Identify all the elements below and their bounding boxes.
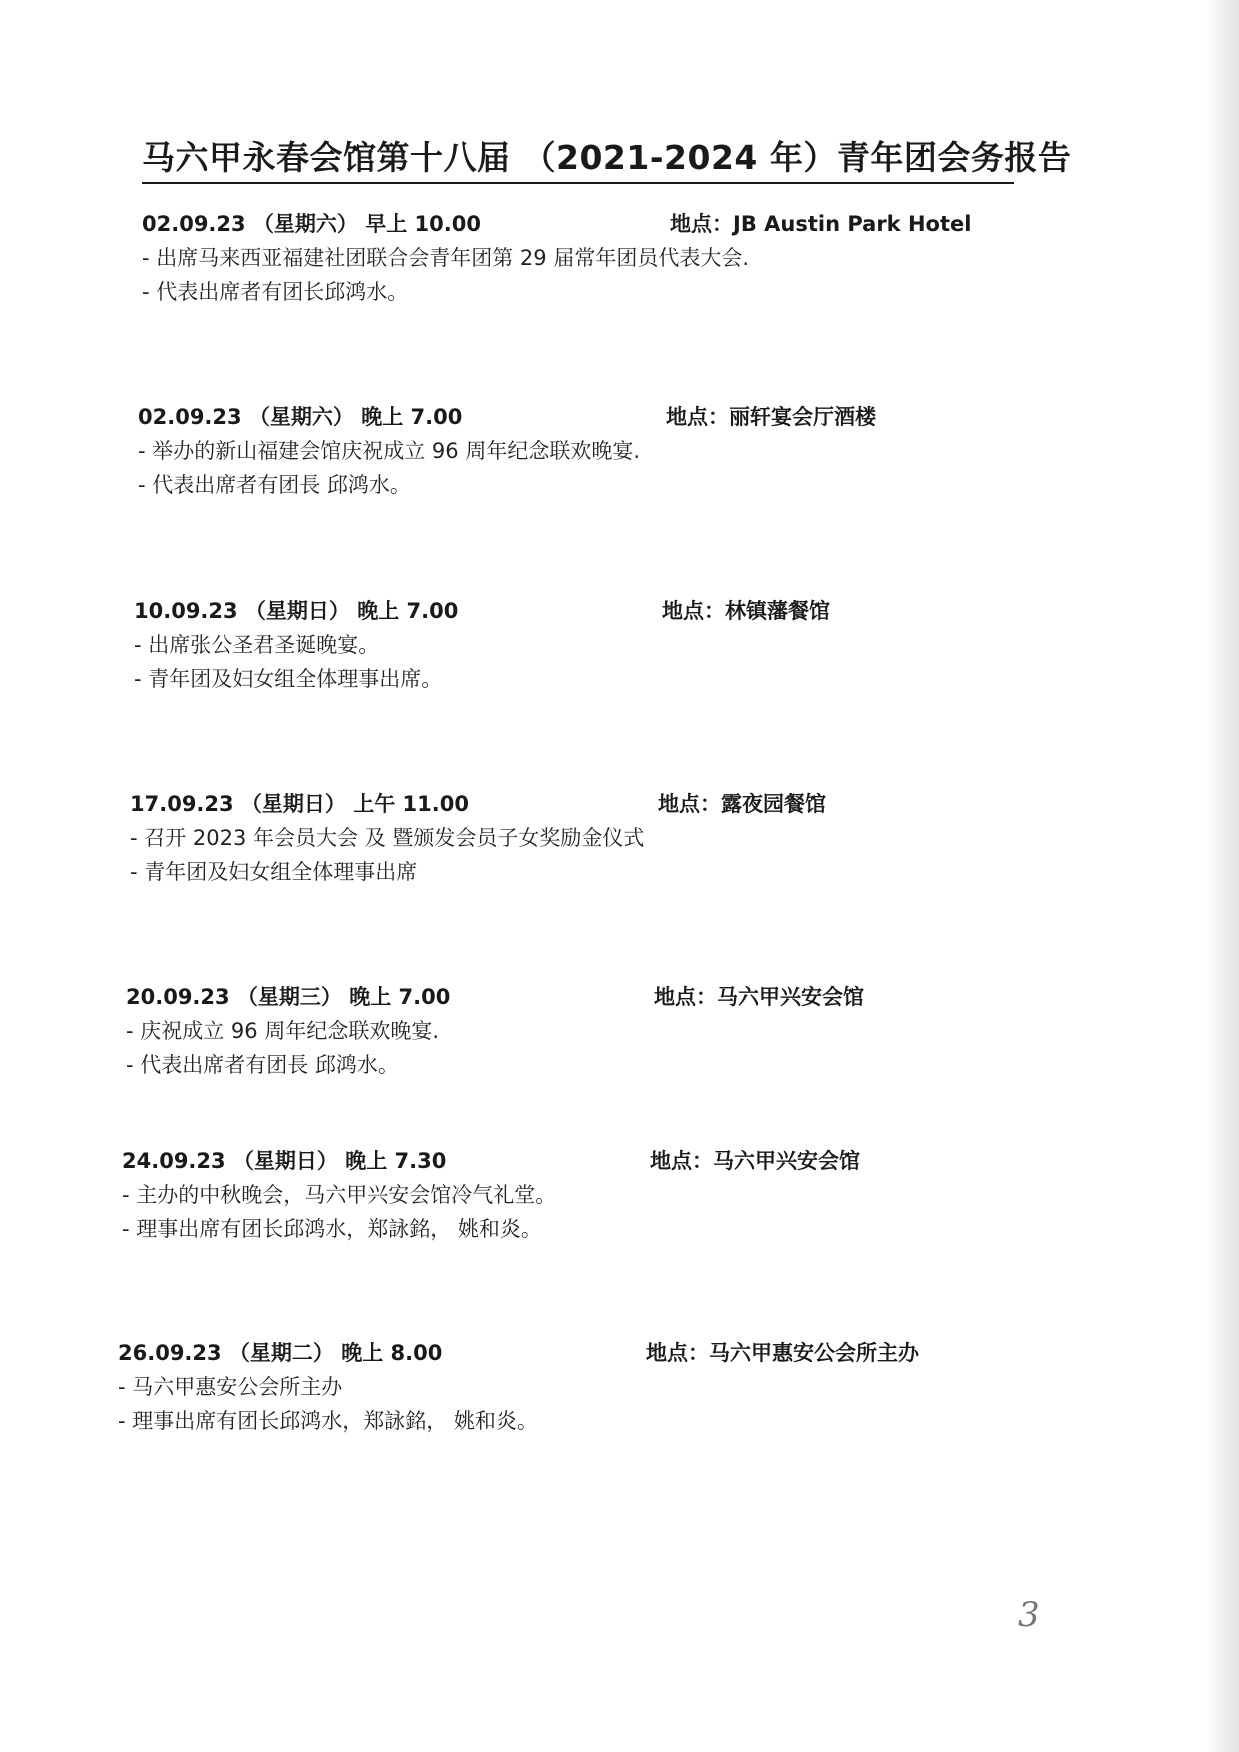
event-detail-line: - 出席马来西亚福建社团联合会青年团第 29 届常年团员代表大会.: [142, 246, 749, 270]
event-datetime: 24.09.23 （星期日） 晚上 7.30: [122, 1149, 447, 1173]
event-datetime: 26.09.23 （星期二） 晚上 8.00: [118, 1341, 443, 1365]
event-detail-line: - 理事出席有团长邱鸿水，郑詠銘， 姚和炎。: [122, 1217, 542, 1241]
event-header: [130, 787, 1090, 821]
scan-edge-shadow: [1205, 0, 1239, 1752]
event-detail-line: - 青年团及妇女组全体理事出席。: [134, 667, 443, 691]
event-datetime: 10.09.23 （星期日） 晚上 7.00: [134, 599, 459, 623]
event-datetime: 20.09.23 （星期三） 晚上 7.00: [126, 985, 451, 1009]
event-entry: [142, 207, 1102, 309]
event-entry: [134, 594, 1094, 696]
event-location: 地点：露夜园餐馆: [658, 792, 826, 816]
event-entry: [122, 1144, 1082, 1246]
event-location: 地点：马六甲惠安公会所主办: [646, 1341, 919, 1365]
event-entry: [126, 980, 1086, 1082]
event-header: [122, 1144, 1082, 1178]
event-header: [126, 980, 1086, 1014]
event-datetime: 02.09.23 （星期六） 晚上 7.00: [138, 405, 463, 429]
event-detail-line: - 召开 2023 年会员大会 及 暨颁发会员子女奖励金仪式: [130, 826, 645, 850]
event-header: [118, 1336, 1078, 1370]
event-datetime: 17.09.23 （星期日） 上午 11.00: [130, 792, 469, 816]
event-location: 地点：JB Austin Park Hotel: [670, 212, 972, 236]
event-location: 地点：丽轩宴会厅酒楼: [666, 405, 876, 429]
page-number: 3: [1018, 1595, 1040, 1635]
event-detail-line: - 代表出席者有团長 邱鸿水。: [126, 1053, 399, 1077]
event-detail-line: - 理事出席有团长邱鸿水，郑詠銘， 姚和炎。: [118, 1409, 538, 1433]
event-location: 地点：林镇藩餐馆: [662, 599, 830, 623]
event-detail-line: - 马六甲惠安公会所主办: [118, 1375, 343, 1399]
event-detail-line: - 代表出席者有团长邱鸿水。: [142, 280, 409, 304]
event-header: [142, 207, 1102, 241]
event-entry: [130, 787, 1090, 889]
event-datetime: 02.09.23 （星期六） 早上 10.00: [142, 212, 481, 236]
event-detail-line: - 代表出席者有团長 邱鸿水。: [138, 473, 411, 497]
event-header: [138, 400, 1098, 434]
title-underline: [142, 182, 1014, 184]
event-detail-line: - 庆祝成立 96 周年纪念联欢晚宴.: [126, 1019, 439, 1043]
event-entry: [118, 1336, 1078, 1438]
event-detail-line: - 举办的新山福建会馆庆祝成立 96 周年纪念联欢晚宴.: [138, 439, 640, 463]
report-title: 马六甲永春会馆第十八届 （2021-2024 年）青年团会务报告: [142, 138, 1072, 177]
event-entry: [138, 400, 1098, 502]
event-location: 地点：马六甲兴安会馆: [654, 985, 864, 1009]
event-header: [134, 594, 1094, 628]
event-location: 地点：马六甲兴安会馆: [650, 1149, 860, 1173]
event-detail-line: - 青年团及妇女组全体理事出席: [130, 860, 418, 884]
event-detail-line: - 出席张公圣君圣诞晚宴。: [134, 633, 380, 657]
event-detail-line: - 主办的中秋晚会，马六甲兴安会馆冷气礼堂。: [122, 1183, 557, 1207]
